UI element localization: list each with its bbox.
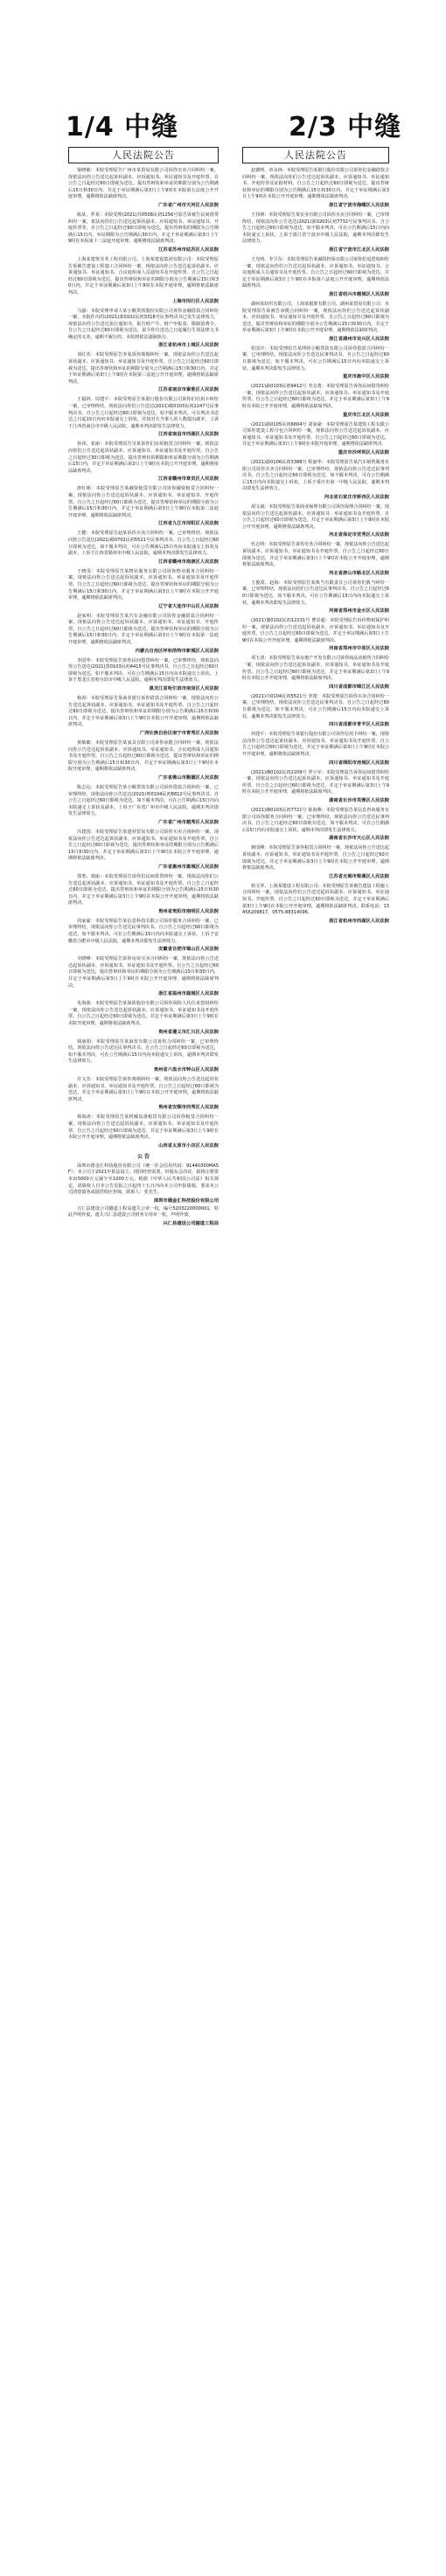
special-notice-signature: 深圳市德金汇科技股份有限公司 xyxy=(153,1198,219,1204)
notice-court-name: 河南省郑州市中原区人民法院 xyxy=(329,646,389,652)
notice-court-name: 江西省赣州市南康区人民法院 xyxy=(158,559,219,565)
notice-court-name: 广东省佛山市顺德区人民法院 xyxy=(158,774,219,781)
court-notice xyxy=(68,352,219,393)
notice-text: 周家豪：本院受理原告某信息科技有限公司诉你服务合同纠纷一案，已审理终结，现依法向你公告送达民事判决书。自公告之日起经过60日即视为送达，如不服本判决，可在公告期满后15日内向本院递交上诉状，上诉于安徽省合肥市中级人民法院，逾期本判决即发生法律效力。 xyxy=(68,918,219,944)
notice-court-name: 广东省广州市天河区人民法院 xyxy=(158,202,219,208)
notice-text: 蒋国峰：本院受理原告诉你租赁合同纠纷一案，现依法向你公告送达起诉状副本、应诉通知书、举证通知书及开庭传票。自公告之日起经过60日即视为送达，并定于举证期满后第3日上午9时在本院公开开庭审理，逾期将依法缺席判决。 xyxy=(242,845,389,871)
notice-court-name: 安徽省合肥市蜀山区人民法院 xyxy=(158,947,219,953)
special-notice-text: 深圳市德金汇科技股份有限公司（统一社会信用代码：91440300MA5F）：本公司于2021年依法设立，现因经营需要，经股东会决议，拟将注册资本由5000万元减少至1000万元。根据《中华人民共和国公司法》相关规定，请债权人自本公告见报之日起四十五日内向本公司申报债权，要求本公司清偿债务或提供相应担保。联系人：张先生。 xyxy=(68,1163,219,1196)
court-notice xyxy=(68,441,219,483)
notice-text: 王福林、周建平：本院受理原告某银行股份有限公司诉你们信用卡纠纷一案，已审理终结，现依法向你们公告送达(2021)赣0103民初2247号民事判决书。自公告之日起经过60日即视为送达，如不服本判决，可在判决书送达之日起15日内向本院递交上诉状，并按对方当事人的人数提出副本，上诉于江西省南昌市中级人民法院，逾期本判决即发生法律效力。 xyxy=(68,397,219,429)
notice-text: 马强：本院受理申请人某小额贷款股份有限公司诉你金融借款合同纠纷一案，本院作出的(2021)浙0102民初3318号民事判决书已发生法律效力，现依法向你公告送达执行通知书、报告财产令、财产申报表、限制消费令。自公告之日起经过60日即视为送达，责令你自送达之日起履行生效法律文书确定的义务，逾期不履行的，本院将依法强制执行。 xyxy=(68,308,219,340)
notice-court-name: 浙江省杭州市西湖区人民法院 xyxy=(329,918,389,924)
notice-text: 朱海波：本院受理原告某保险股份有限公司诉你保险人代位求偿权纠纷一案，现依法向你公告送达起诉状副本、应诉通知书、举证通知书及开庭传票。自公告之日起经过60日即视为送达，并定于举证期满后第3日上午9时在本院开庭审理，逾期将依法缺席判决。 xyxy=(68,1001,219,1026)
notice-text: 李国华：本院受理原告诉你民间借贷纠纷一案，已审理终结，现依法向你公告送达(2021)黑0103民初4415号民事判决书。自公告之日起经过60日即视为送达，如不服本判决，可在公告期满后15日内向本院递交上诉状，上诉于黑龙江省哈尔滨市中级人民法院，逾期本判决即发生法律效力。 xyxy=(68,657,219,684)
notice-court-name: 广东省惠州市惠城区人民法院 xyxy=(158,864,219,870)
court-notice xyxy=(68,956,219,997)
court-notice xyxy=(242,504,389,538)
notice-text: 赵家明：本院受理原告某汽车金融有限公司诉你金融借款合同纠纷一案，现依法向你公告送达起诉状副本、应诉通知书、举证通知书、开庭传票。自公告之日起经过60日即视为送达，提出答辩状和举证的期限分别为公告期满后15日和30日内，并定于举证期满后第3日上午9时在本院第一法庭开庭审理，逾期将依法缺席判决。 xyxy=(68,613,219,646)
court-notice xyxy=(68,1001,219,1035)
notice-court-name: 重庆市江北区人民法院 xyxy=(343,412,389,418)
court-notice xyxy=(242,732,389,766)
notice-text: 王健：本院受理原告赵某诉你买卖合同纠纷一案，已审理终结，现依法向你公告送达(2021)赣0702民初5521号民事判决书。自公告之日起经过60日即视为送达，如不服本判决，可在公告期满后15日内向本院递交上诉状及副本，上诉于江西省赣州市中级人民法院，逾期本判决即发生法律效力。 xyxy=(68,531,219,557)
notice-text: (2021)渝0103民初9412号 李志勇：本院受理原告诉你民间借贷纠纷一案，现依法向你公告送达起诉状副本、应诉通知书、举证通知书及开庭传票。自公告之日起经过60日即视为送达，并定于举证期满后第3日上午9时在本院公开开庭审理，逾期将依法缺席判决。 xyxy=(242,384,389,410)
special-notice xyxy=(68,1153,219,1227)
notice-text: 刘红英：本院受理原告李某诉你离婚纠纷一案，现依法向你公告送达起诉状副本、应诉通知书、举证通知书及开庭传票。自公告之日起经过60日即视为送达，提出答辩状和举证的期限分别为公告期满后15日和30日内，并定于举证期满后第3日上午9时在本院第三法庭公开开庭审理，逾期将依法缺席判决。 xyxy=(68,352,219,385)
notice-text: 韩海涛：本院受理原告某机械设备租赁有限公司诉你租赁合同纠纷一案，现依法向你公告送达起诉状副本、应诉通知书、举证通知书及开庭传票。自公告之日起经过60日即视为送达，并定于举证期满后第3日上午9时在本院公开开庭审理，逾期将依法缺席判决。 xyxy=(68,1114,219,1141)
notice-court-name: 河北省唐山市路北区人民法院 xyxy=(329,570,389,576)
notice-court-name: 四川省绵阳市涪城区人民法院 xyxy=(329,760,389,766)
notice-court-name: 江苏省南京市秦淮区人民法院 xyxy=(158,387,219,393)
notice-text: 湖州某纺织有限公司、上海某服饰有限公司、湖州某贸易有限公司：本院受理原告诉被告承揽合同纠纷一案，现依法向你们公告送达起诉状副本、应诉通知书、举证通知书及开庭传票。自公告之日起经过60日即视为送达，提出答辩状和举证的期限分别为公告期满后15日和30日内，并定于举证期满后第3日上午9时在本院公开开庭审理，逾期将依法缺席判决。 xyxy=(242,301,389,334)
notice-court-name: 江西省南昌市西湖区人民法院 xyxy=(158,432,219,438)
court-notice xyxy=(68,1039,219,1073)
court-notice xyxy=(242,212,389,253)
court-notice xyxy=(242,302,389,343)
notice-court-name: 浙江省温州市鹿城区人民法院 xyxy=(158,991,219,997)
notice-court-name: 河南省郑州市金水区人民法院 xyxy=(329,608,389,614)
notice-text: (2021)川0104民初5521号 李建：本院受理原告诉你买卖合同纠纷一案，已审理终结，现依法向你公告送达民事判决书。自公告之日起经过60日即视为送达，如不服本判决，可在公告期满后15日内向本院递交上诉状，逾期本判决即发生法律效力。 xyxy=(242,693,389,719)
notice-court-name: 贵州省遵义市汇川区人民法院 xyxy=(158,1029,219,1035)
notice-text: 王伟锋：本院受理原告某实业有限公司诉你买卖合同纠纷一案，已审理终结，现依法向你公告送达(2021)浙0203民初7732号民事判决书。自公告之日起经过60日即视为送达，如不服本判决，可在公告期满后15日内向本院递交上诉状，上诉于浙江省宁波市中级人民法院，逾期本判决即发生法律效力。 xyxy=(242,212,389,245)
notice-text: 王光明、李卫东：本院受理原告某融资担保有限公司诉你们追偿权纠纷一案，现依法向你们公告送达起诉状副本、应诉通知书、举证通知书、合议庭组成人员通知书及开庭传票。自公告之日起经过60日即视为送达，并定于举证期满后第3日上午9时在本院第六法庭公开开庭审理，逾期将依法缺席判决。 xyxy=(242,256,389,289)
notice-text: (2021)湘0103民初7721号 陈海燕：本院受理原告某信息咨询服务有限公司诉你服务合同纠纷一案，已审理终结，现依法向你公告送达民事判决书。自公告之日起经过60日即视为送达，如不服本判决，可在公告期满后15日内向本院递交上诉状，逾期本判决即发生法律效力。 xyxy=(242,807,389,833)
notice-text: 柏文华、上海某建设工程有限公司：本院受理原告诉被告建设工程施工合同纠纷一案，现依法向你们公告送达起诉状副本、应诉通知书、举证通知书、开庭传票。自公告之日起经过60日即视为送达，并定于举证期满后第3日上午9时在本院公开开庭审理，逾期将依法缺席判决。联系电话：13456209817，0575-88314096。 xyxy=(242,883,389,916)
notice-court-name: 浙江省宁波市海曙区人民法院 xyxy=(329,202,389,208)
court-notice xyxy=(68,212,219,253)
court-notice xyxy=(68,531,219,565)
court-notice xyxy=(242,384,389,418)
notice-text: 于晓雯：本院受理原告某物业服务有限公司诉你物业服务合同纠纷一案，现依法向你公告送达起诉状副本、应诉通知书、举证通知书及开庭传票。自公告之日起经过60日即视为送达，提出答辩状和举证的期限分别为公告期满后15日和30日内，并定于举证期满后第3日上午9时在本院公开开庭审理，逾期将依法缺席判决。 xyxy=(68,568,219,601)
court-notice xyxy=(242,618,389,652)
notice-court-name: 河北省保定市竞秀区人民法院 xyxy=(329,532,389,538)
special-notice-text-2: 兴仁县建设公司隧道工程局遗失公章一枚，编号5203220000001，特此声明作废。遗失兴仁县建设公司财务专用章一枚，声明作废。 xyxy=(68,1205,219,1219)
notice-text: (2021)渝0106民初3388号 程丽华：本院受理原告某汽车销售服务有限公司诉你买卖合同纠纷一案，已审理终结，现依法向你公告送达民事判决书。自公告之日起经过60日即视为送达，如不服本判决，可在公告期满后15日内向本院递交上诉状，上诉于重庆市第一中级人民法院，逾期本判决即发生法律效力。 xyxy=(242,460,389,492)
notice-text: 杜志明：本院受理原告诉你劳务合同纠纷一案，现依法向你公告送达起诉状副本、应诉通知书、举证通知书及开庭传票。自公告之日起经过60日即视为送达，并定于举证期满后第3日上午9时在本院公开开庭审理，逾期将依法缺席判决。 xyxy=(242,542,389,568)
notice-court-name: 河北省石家庄市桥西区人民法院 xyxy=(324,494,389,500)
notice-court-name: 江西省赣州市章贡区人民法院 xyxy=(158,476,219,483)
court-notice xyxy=(68,658,219,692)
court-notice xyxy=(68,257,219,305)
court-notice xyxy=(242,580,389,614)
notice-court-name: 浙江省绍兴市越城区人民法院 xyxy=(329,291,389,297)
court-notice xyxy=(242,694,389,728)
court-notice xyxy=(68,1077,219,1111)
right-notice-column xyxy=(242,147,389,2568)
court-notice xyxy=(242,168,389,209)
notice-text: 钱丽娟：本院受理原告某商贸有限公司诉你合同纠纷一案，已审理终结，现依法向你公告送达民事判决书。自公告之日起经过60日即视为送达，如不服本判决，可在公告期满后15日内向本院递交上诉状，逾期本判决即发生法律效力。 xyxy=(68,1038,219,1065)
court-notice xyxy=(68,614,219,655)
notice-text: 赵德明、章永林：本院受理原告某银行股份有限公司诉你们金融借款合同纠纷一案，现依法向你们公告送达起诉状副本、应诉通知书、举证通知书、开庭传票及证据材料。自公告之日起经过60日即视为送达，提出答辩状和举证的期限分别为公告期满后15日和30日内，并定于举证期满后第3日上午9时在本院公开开庭审理，逾期将依法缺席判决。 xyxy=(242,168,389,200)
court-notice xyxy=(68,696,219,737)
right-notice-list xyxy=(242,168,389,925)
notice-text: 陈某、罗某：本院受理(2021)苏0508民初1256号原告诉被告民间借贷纠纷一案，依法向你们公告送达起诉状副本、应诉通知书、举证通知书、开庭传票等。自公告之日起经过60日即视为送达，提出答辩状的期限为公告期满后15日内，举证期限为公告期满后30日内，并定于举证期满后第3日上午9时在本院第十二法庭开庭审理，逾期将依法缺席判决。 xyxy=(68,212,219,245)
notice-text: 孙伟、张丽：本院受理原告吴某诉你们房屋租赁合同纠纷一案，现依法向你们公告送达起诉状副本、应诉通知书、举证通知书及开庭传票。自公告之日起经过30日即视为送达，提出答辩状的期限和举证期限分别为公告期满后15日内，并定于举证期满后第3日上午9时在本院公开开庭审理，逾期将依法缺席判决。 xyxy=(68,441,219,474)
court-notice xyxy=(68,309,219,350)
court-notice xyxy=(242,656,389,690)
notice-court-name: 山西省太原市小店区人民法院 xyxy=(158,1142,219,1149)
notice-court-name: 广东省广州市越秀区人民法院 xyxy=(158,819,219,825)
notice-court-name: 上海市闵行区人民法院 xyxy=(172,298,219,304)
court-notice xyxy=(242,808,389,842)
notice-text: 郑勇、郭丽：本院受理原告诉你们民间借贷纠纷一案，现依法向你们公告送达起诉状副本、应诉通知书、举证通知书及开庭传票。自公告之日起经过60日即视为送达，提出答辩状和举证的期限分别为公告期满后15日和30日内，并定于举证期满后第3日上午9时在本院公开开庭审理，逾期将依法缺席判决。 xyxy=(68,873,219,906)
notice-court-name: 贵州省安顺市西秀区人民法院 xyxy=(158,1105,219,1111)
notice-text: (2021)渝0105民初6604号 刘家豪：本院受理原告某建筑工程有限公司诉你建设工程分包合同纠纷一案，现依法向你公告送达起诉状副本、应诉通知书、举证通知书及开庭传票。自公告之日起经过60日即视为送达，并定于举证期满后第3日上午9时在本院开庭审理，逾期将依法缺席判决。 xyxy=(242,421,389,448)
left-notice-list xyxy=(68,168,219,1149)
notice-court-name: 辽宁省大连市中山区人民法院 xyxy=(158,603,219,609)
notice-text: 许文杰：本院受理原告诉你离婚纠纷一案，现依法向你公告送达起诉状副本、应诉通知书、举证通知书及开庭传票。自公告之日起经过60日即视为送达，并定于举证期满后第3日上午9时在本院公开开庭审理，逾期将依法缺席判决。 xyxy=(68,1076,219,1102)
notice-text: 何建平：本院受理原告某银行股份有限公司诉你信用卡纠纷一案，现依法向你公告送达起诉状副本、应诉通知书、举证通知书及开庭传票。自公告之日起经过60日即视为送达，并定于举证期满后第3日上午9时在本院公开开庭审理，逾期将依法缺席判决。 xyxy=(242,732,389,757)
notice-court-name: 浙江省湖州市吴兴区人民法院 xyxy=(329,336,389,342)
notice-text: 杨涛：本院受理原告某商业银行诉你借款合同纠纷一案，现依法向你公告送达起诉状副本、应诉通知书、举证通知书及开庭传票。自公告之日起经过60日即视为送达，提出答辩状和举证的期限分别为公告期满后15日和30日内，并定于举证期满后第3日上午9时在本院公开开庭审理，逾期将依法缺席判决。 xyxy=(68,696,219,728)
right-gutter-label: 2/3 中缝 xyxy=(289,112,402,142)
court-notice xyxy=(242,845,389,879)
special-notice-signature-2: 兴仁县建设公司隧道工程局 xyxy=(163,1220,219,1226)
court-notice xyxy=(68,569,219,610)
notice-text: (2021)湘0102民初2209号 罗小军：本院受理原告诉你民间借贷纠纷一案，现依法向你公告送达起诉状副本、应诉通知书、举证通知书及开庭传票。自公告之日起经过60日即视为送达，并定于举证期满后第3日上午9时在本院公开开庭审理，逾期将依法缺席判决。 xyxy=(242,769,389,795)
notice-court-name: 贵州省贵阳市南明区人民法院 xyxy=(158,908,219,914)
left-notice-column xyxy=(68,147,219,2568)
court-notice xyxy=(242,422,389,456)
left-gutter-label: 1/4 中缝 xyxy=(66,112,179,142)
notice-text: 胡文斌：本院受理原告某商业保理有限公司诉你保理合同纠纷一案，现依法向你公告送达起诉状副本、应诉通知书、举证通知书及开庭传票。自公告之日起经过60日即视为送达，并定于举证期满后第3日上午9时在本院公开开庭审理，逾期将依法缺席判决。 xyxy=(242,503,389,530)
notice-court-name: 重庆市渝中区人民法院 xyxy=(343,374,389,380)
court-notice xyxy=(242,770,389,804)
notice-text: 吴晓峰：本院受理原告诉你房屋买卖合同纠纷一案，现依法向你公告送达起诉状副本、应诉通知书、举证通知书及开庭传票。自公告之日起经过60日即视为送达，提出答辩状和举证的期限分别为公告期满后15日和30日内，并定于举证期满后第3日上午9时在本院公开开庭审理，逾期将依法缺席判决。 xyxy=(68,956,219,989)
court-notice xyxy=(68,486,219,527)
notice-court-name: 湖南省长沙市芙蓉区人民法院 xyxy=(329,797,389,803)
court-notice xyxy=(242,884,389,925)
court-notice xyxy=(68,1114,219,1149)
left-court-banner: 人民法院公告 xyxy=(68,147,219,163)
notice-text: 上海某建筑劳务工程有限公司、上海某建设集团有限公司：本院受理原告诉被告建设工程施工合同纠纷一案，现依法向你公告送达起诉状副本、应诉通知书、举证通知书、合议庭组成人员通知书及开庭传票。自公告之日起经过60日即视为送达，提出答辩状和举证的期限分别为公告期满后15日和30日内，并定于举证期满后第3日上午9时在本院开庭审理，逾期将依法缺席判决。 xyxy=(68,256,219,295)
notice-court-name: 四川省成都市锦江区人民法院 xyxy=(329,684,389,690)
court-notice xyxy=(68,919,219,953)
notice-court-name: 黑龙江省哈尔滨市南岗区人民法院 xyxy=(149,686,219,692)
right-court-banner: 人民法院公告 xyxy=(242,147,389,163)
notice-text: 梁晓敏：本院受理原告广州市某贸易有限公司诉你买卖合同纠纷一案，现依法向你公告送达起诉状副本、应诉通知书、举证通知书及开庭传票。自公告之日起经过60日即视为送达。提出答辩状和举证的期限分别为公告期满后15日和30日内，并定于举证期满后第3日上午9时在本院第五法庭公开开庭审理，逾期将依法缺席判决。 xyxy=(68,168,219,200)
court-notice xyxy=(68,874,219,915)
notice-court-name: 浙江省杭州市上城区人民法院 xyxy=(158,343,219,349)
notice-text: 冯建国：本院受理原告某建材贸易有限公司诉你买卖合同纠纷一案，现依法向你公告送达起诉状副本、应诉通知书、举证通知书及开庭传票。自公告之日起经过60日即视为送达，提出答辩状和举证的期限分别为公告期满后15日和30日内，并定于举证期满后第3日上午9时在本院公开开庭审理，逾期将依法缺席判决。 xyxy=(68,829,219,862)
notice-court-name: 浙江省宁波市江北区人民法院 xyxy=(329,246,389,253)
notice-text: 唐红彬：本院受理原告某融资租赁有限公司诉你融资租赁合同纠纷一案，现依法向你公告送达起诉状副本、应诉通知书、举证通知书、开庭传票。自公告之日起经过60日即视为送达，提出答辩状和举证的期限分别为公告期满后15日和30日内，并定于举证期满后第3日上午9时在本院第二法庭开庭审理，逾期将依法缺席判决。 xyxy=(68,486,219,518)
special-notice-title: 公 告 xyxy=(136,1153,150,1160)
court-notice xyxy=(68,740,219,781)
notice-court-name: 四川省成都市青羊区人民法院 xyxy=(329,722,389,728)
court-notice xyxy=(242,346,389,380)
notice-text: 王俊霞、赵海：本院受理原告某典当有限责任公司诉你们典当纠纷一案，已审理终结，现依法向你们公告送达民事判决书。自公告之日起经过60日即视为送达，如不服本判决，可在公告期满后15日内向本院递交上诉状，逾期本判决即发生法律效力。 xyxy=(242,580,389,606)
notice-court-name: 重庆市沙坪坝区人民法院 xyxy=(338,450,389,455)
court-notice xyxy=(242,542,389,576)
notice-text: 张国庆：本院受理原告某网络小额贷款有限公司诉你借款合同纠纷一案，已审理终结，现依法向你公告送达民事判决书。自公告之日起经过60日即视为送达，如不服本判决，可在公告期满后15日内向本院递交上诉状，逾期本判决即发生法律效力。 xyxy=(242,345,389,371)
notice-text: 邓玉清：本院受理原告某房地产开发有限公司诉你商品房销售合同纠纷一案，现依法向你公告送达起诉状副本、应诉通知书、举证通知书及开庭传票。自公告之日起经过60日即视为送达，并定于举证期满后第3日上午9时在本院公开开庭审理，逾期将依法缺席判决。 xyxy=(242,656,389,682)
court-notice xyxy=(242,257,389,298)
court-notice xyxy=(68,168,219,209)
court-notice xyxy=(68,397,219,438)
notice-text: 陈志远：本院受理原告某小额贷款有限公司诉你借款合同纠纷一案，已审理终结，现依法向你公告送达(2021)粤0104民初8812号民事判决书。自公告之日起经过60日即视为送达，如不服本判决，可在公告期满后15日内向本院递交上诉状及副本，上诉于广东省广州市中级人民法院，逾期本判决即发生法律效力。 xyxy=(68,784,219,817)
court-notice xyxy=(68,830,219,871)
notice-court-name: 江苏省无锡市梁溪区人民法院 xyxy=(329,873,389,879)
notice-court-name: 贵州省六盘水市钟山区人民法院 xyxy=(153,1066,219,1073)
notice-text: 黄敏敏：本院受理原告某家具有限公司诉你承揽合同纠纷一案，现依法向你公告送达起诉状副本、应诉通知书、举证通知书、合议庭组成人员通知书及开庭传票。自公告之日起经过60日即视为送达，提出答辩状和举证的期限分别为公告期满后15日和30日内，并定于举证期满后第3日上午9时在本院开庭审理，逾期将依法缺席判决。 xyxy=(68,740,219,773)
notice-court-name: 内蒙古自治区呼和浩特市新城区人民法院 xyxy=(135,648,219,654)
notice-court-name: 广西壮族自治区南宁市青秀区人民法院 xyxy=(139,731,219,736)
notice-court-name: 江苏省苏州市姑苏区人民法院 xyxy=(158,246,219,253)
notice-text: (2021)豫0102民初12231号 曹显超：本院受理原告诉你物权保护纠纷一案，现依法向你公告送达起诉状副本、应诉通知书、举证通知书及开庭传票。自公告之日起经过60日即视为送达，并定于举证期满后第3日上午9时在本院公开开庭审理，逾期将依法缺席判决。 xyxy=(242,618,389,643)
notice-court-name: 江西省九江市浔阳区人民法院 xyxy=(158,521,219,527)
court-notice xyxy=(242,460,389,501)
court-notice xyxy=(68,785,219,826)
notice-court-name: 湖南省长沙市天心区人民法院 xyxy=(329,836,389,842)
